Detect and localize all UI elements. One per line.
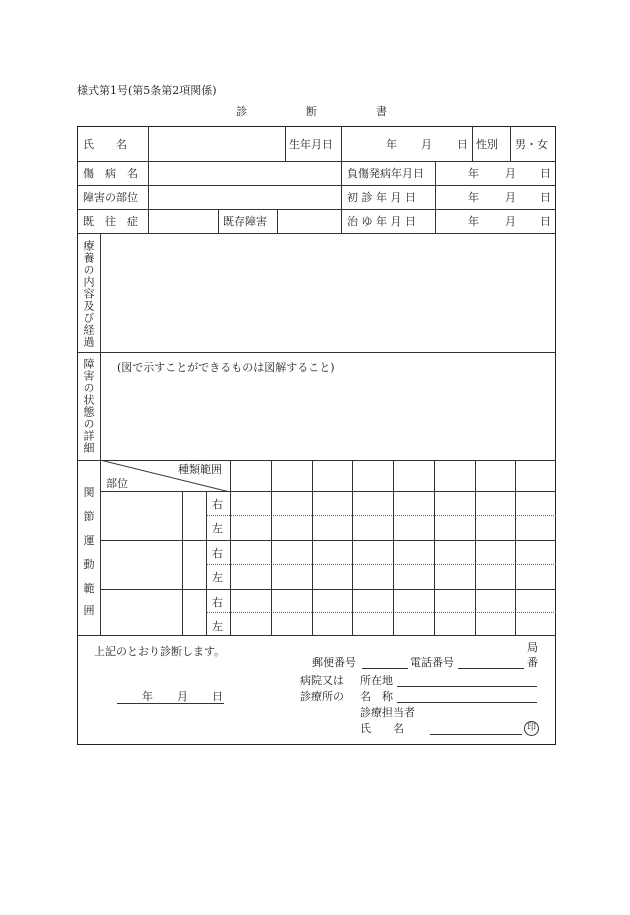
rom-label-char: 関 (83, 486, 95, 499)
hospital-label-1: 病院又は (300, 674, 344, 687)
injury-month-unit: 月 (505, 167, 516, 180)
phone-underline[interactable] (458, 668, 524, 669)
col-line (148, 161, 149, 233)
disability-part-label: 障害の部位 (83, 191, 138, 204)
rom-col-line (271, 460, 272, 635)
rom-col-line (475, 460, 476, 635)
rom-right-label: 右 (212, 547, 223, 560)
phone-label: 電話番号 (410, 656, 454, 669)
birth-year-unit: 年 (386, 138, 397, 151)
rom-col-line (352, 460, 353, 635)
rom-dotted-line (206, 612, 556, 613)
rom-left-label: 左 (212, 522, 223, 535)
rom-col-line (515, 460, 516, 635)
col-line (341, 126, 342, 161)
injury-label: 傷 病 名 (83, 167, 138, 180)
col-line (472, 126, 473, 161)
cure-year-unit: 年 (468, 215, 479, 228)
postal-underline[interactable] (362, 668, 408, 669)
cure-month-unit: 月 (505, 215, 516, 228)
row-line (77, 352, 556, 353)
birth-day-unit: 日 (457, 138, 468, 151)
rom-dotted-line (206, 564, 556, 565)
date-underline[interactable] (117, 703, 224, 704)
title-char-2: 断 (306, 105, 317, 118)
condition-field[interactable] (102, 378, 554, 458)
birth-label: 生年月日 (289, 138, 333, 151)
injury-day-unit: 日 (540, 167, 551, 180)
existing-disability-field[interactable] (279, 211, 339, 231)
treatment-label: 療養の内容及び経過 (82, 240, 95, 348)
birth-month-unit: 月 (421, 138, 432, 151)
injury-date-label: 負傷発病年月日 (347, 167, 424, 180)
rom-label-char: 囲 (83, 604, 95, 617)
rom-right-label: 右 (212, 596, 223, 609)
first-visit-year-unit: 年 (468, 191, 479, 204)
hospital-name-underline[interactable] (397, 702, 537, 703)
rom-row-line (100, 540, 556, 541)
title-char-1: 診 (236, 105, 247, 118)
condition-label: 障害の状態の詳細 (82, 358, 95, 454)
col-line (285, 126, 286, 161)
first-visit-month-unit: 月 (505, 191, 516, 204)
condition-note: (図で示すことができるものは図解すること) (117, 361, 335, 374)
rom-col-line (206, 491, 207, 635)
doctor-name-label: 氏 名 (360, 722, 404, 735)
address-underline[interactable] (397, 686, 537, 687)
treatment-field[interactable] (102, 235, 554, 350)
first-visit-day-unit: 日 (540, 191, 551, 204)
birth-date-field[interactable] (343, 128, 470, 159)
rom-label-char: 節 (83, 510, 95, 523)
postal-label: 郵便番号 (312, 656, 356, 669)
rom-right-label: 右 (212, 498, 223, 511)
rom-col-line (230, 460, 231, 635)
col-line (218, 209, 219, 233)
name-field[interactable] (150, 128, 283, 159)
address-label: 所在地 (360, 674, 393, 687)
date-month-unit: 月 (177, 690, 188, 703)
rom-header-part: 部位 (106, 477, 128, 490)
sex-value[interactable]: 男・女 (515, 138, 548, 151)
injury-year-unit: 年 (468, 167, 479, 180)
cure-day-unit: 日 (540, 215, 551, 228)
history-label: 既 往 症 (83, 215, 138, 228)
title-char-3: 書 (376, 105, 387, 118)
statement: 上記のとおり診断します。 (94, 645, 226, 658)
rom-dotted-line (206, 515, 556, 516)
kyoku-label: 局 (527, 641, 538, 654)
seal-mark: 印 (524, 721, 539, 736)
ban-label: 番 (527, 656, 538, 669)
rom-row-line (100, 589, 556, 590)
col-line (510, 126, 511, 161)
cure-date-label: 治 ゆ 年 月 日 (347, 215, 416, 228)
hospital-name-label: 名 称 (360, 690, 393, 703)
first-visit-label: 初 診 年 月 日 (347, 191, 416, 204)
col-line (341, 161, 342, 233)
existing-disability-label: 既存障害 (223, 215, 267, 228)
rom-label-char: 動 (83, 558, 95, 571)
doctor-label: 診療担当者 (360, 706, 415, 719)
rom-col-line (182, 491, 183, 635)
hospital-label-2: 診療所の (300, 690, 344, 703)
rom-left-label: 左 (212, 571, 223, 584)
col-line (435, 161, 436, 233)
rom-label-char: 運 (83, 534, 95, 547)
rom-col-line (434, 460, 435, 635)
injury-field[interactable] (150, 163, 339, 183)
date-day-unit: 日 (212, 690, 223, 703)
history-field[interactable] (150, 211, 216, 231)
rom-row-line (100, 491, 556, 492)
row-line (77, 635, 556, 636)
form-number: 様式第1号(第5条第2項関係) (77, 84, 217, 97)
rom-left-label: 左 (212, 620, 223, 633)
rom-col-line (312, 460, 313, 635)
rom-label-char: 範 (83, 582, 95, 595)
row-line (77, 233, 556, 234)
rom-col-line (393, 460, 394, 635)
rom-header-type-range: 種類範囲 (178, 463, 222, 476)
date-year-unit: 年 (142, 690, 153, 703)
doctor-name-underline[interactable] (430, 734, 522, 735)
col-line (277, 209, 278, 233)
sex-label: 性別 (476, 138, 498, 151)
col-line (100, 233, 101, 635)
col-line (148, 126, 149, 161)
disability-part-field[interactable] (150, 187, 339, 207)
name-label: 氏 名 (83, 138, 127, 151)
